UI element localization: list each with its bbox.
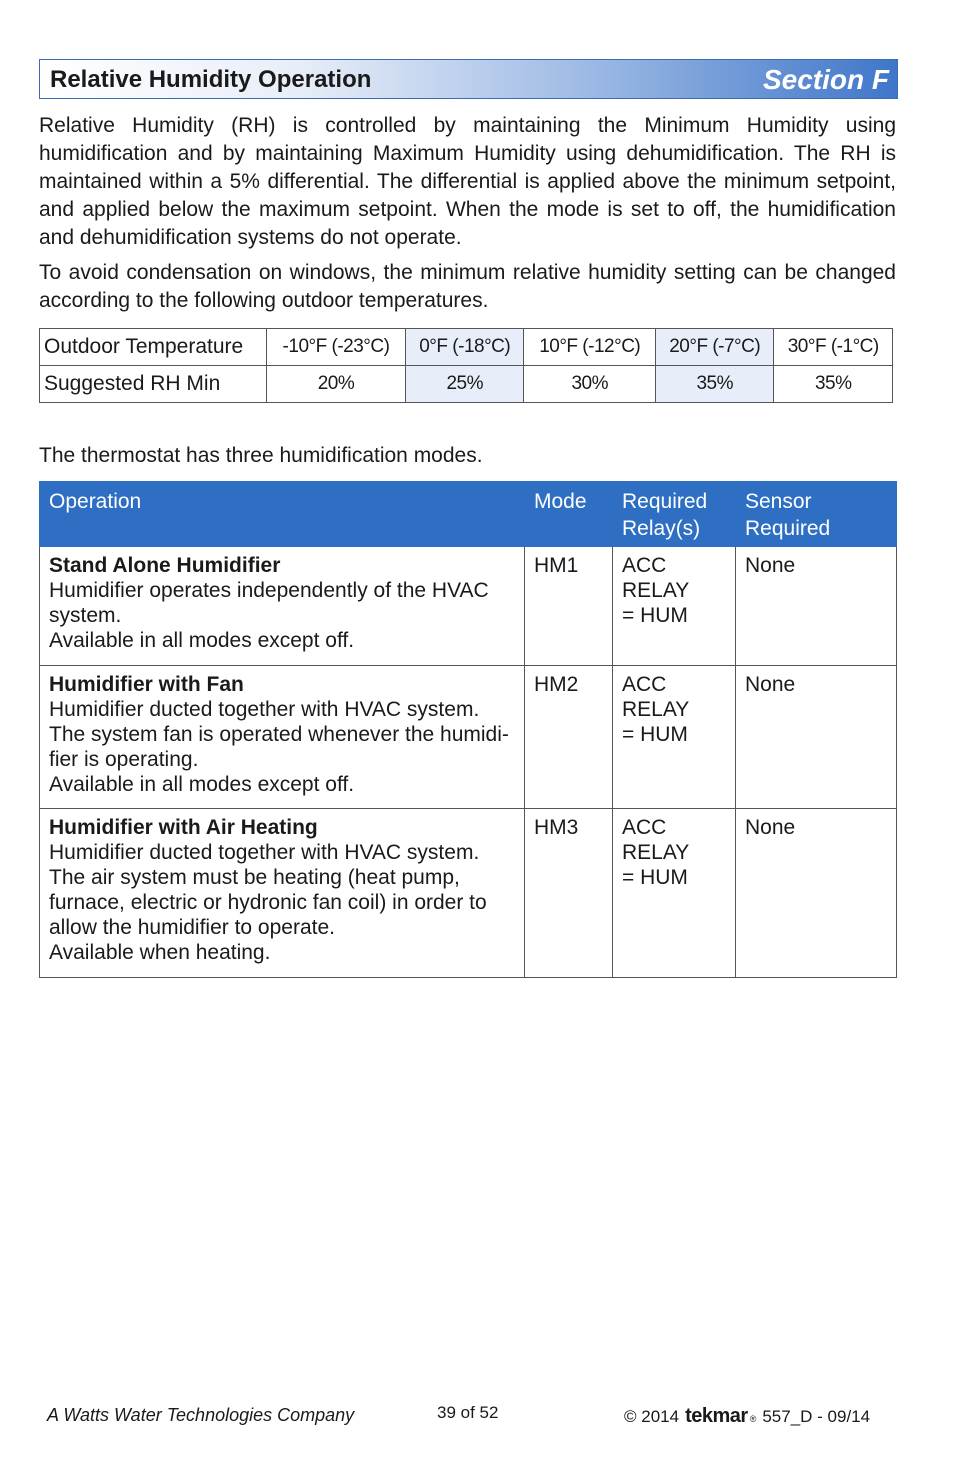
operation-cell [40, 547, 525, 666]
row-label-rh-min: Suggested RH Min [40, 366, 267, 403]
temp-cell: 10°F (-12°C) [524, 329, 655, 366]
footer-company: A Watts Water Technologies Company [47, 1405, 355, 1425]
page-number: 39 of 52 [437, 1403, 499, 1422]
mode-cell: HM3 [525, 809, 613, 978]
operation-availability: Available in all modes except off. [49, 773, 355, 796]
condensation-paragraph: To avoid condensation on windows, the minimum relative humidity setting can be changed according to the following outdoor temperatures. [39, 261, 896, 312]
operation-cell [40, 809, 525, 978]
operation-name: Stand Alone Humidifier [49, 554, 281, 577]
sensor-cell: None [736, 809, 897, 978]
operation-availability: Available when heating. [49, 941, 271, 964]
registered-mark: ® [749, 1414, 757, 1424]
rh-intro-paragraph: Relative Humidity (RH) is controlled by maintaining the Minimum Humidity using humidification and by maintaining Maximum Humidity using dehumidification. The RH is maintained within a 5% differential. The differential is applied above the minimum setpoint, and applied below the maximum setpoint. When the mode is set to off, the humidification and dehumidification systems do not operate. [39, 114, 896, 249]
operation-availability: Available in all modes except off. [49, 629, 355, 652]
copyright: © 2014 [624, 1407, 680, 1426]
mode-cell: HM2 [525, 666, 613, 809]
rh-cell: 35% [774, 366, 893, 403]
operation-cell [40, 666, 525, 809]
document-id: 557_D - 09/14 [762, 1407, 871, 1426]
relay-line2: = HUM [622, 723, 688, 746]
temp-cell: -10°F (-23°C) [267, 329, 406, 366]
header-sensor-line1: Sensor [745, 490, 812, 513]
relay-line1: ACC RELAY [622, 673, 690, 721]
table-row [40, 547, 897, 666]
rh-cell: 30% [524, 366, 655, 403]
header-sensor [736, 482, 897, 547]
row-label-outdoor-temp: Outdoor Temperature [40, 329, 267, 366]
relay-cell [613, 809, 736, 978]
rh-cell: 35% [655, 366, 774, 403]
header-mode: Mode [525, 482, 613, 547]
relay-line2: = HUM [622, 866, 688, 889]
table-header-row [40, 482, 897, 547]
section-label: Section F [762, 64, 889, 95]
modes-intro: The thermostat has three humidification modes. [39, 444, 483, 467]
header-relay-line2: Relay(s) [622, 517, 701, 540]
temp-cell: 30°F (-1°C) [774, 329, 893, 366]
footer-right [624, 1405, 870, 1428]
relay-line1: ACC RELAY [622, 816, 690, 864]
relay-cell [613, 666, 736, 809]
section-header [39, 59, 898, 99]
operation-name: Humidifier with Fan [49, 673, 244, 696]
rh-cell: 20% [267, 366, 406, 403]
temp-cell: 20°F (-7°C) [655, 329, 774, 366]
header-sensor-line2: Required [745, 517, 831, 540]
humidification-modes-table [39, 481, 897, 978]
sensor-cell: None [736, 666, 897, 809]
table-row [40, 366, 893, 403]
rh-cell: 25% [405, 366, 524, 403]
page-title: Relative Humidity Operation [50, 66, 372, 93]
operation-description: Humidifier ducted together with HVAC system. The air system must be heating (heat pump, furnace, electric or hydronic fan coil) in order to allow the humidifier to operate. [49, 841, 487, 939]
table-row [40, 329, 893, 366]
header-operation: Operation [40, 482, 525, 547]
table-row [40, 666, 897, 809]
relay-line1: ACC RELAY [622, 554, 690, 602]
header-relay-line1: Required [622, 490, 708, 513]
header-relay [613, 482, 736, 547]
relay-line2: = HUM [622, 604, 688, 627]
relay-cell [613, 547, 736, 666]
operation-description: Humidifier operates independently of the HVAC system. [49, 579, 489, 627]
sensor-cell: None [736, 547, 897, 666]
operation-description: Humidifier ducted together with HVAC system. The system fan is operated whenever the humidi-fier is operating. [49, 698, 509, 771]
brand-logo: tekmar [685, 1405, 748, 1427]
operation-name: Humidifier with Air Heating [49, 816, 318, 839]
mode-cell: HM1 [525, 547, 613, 666]
temp-cell: 0°F (-18°C) [405, 329, 524, 366]
table-row [40, 809, 897, 978]
rh-temperature-table [39, 328, 893, 403]
